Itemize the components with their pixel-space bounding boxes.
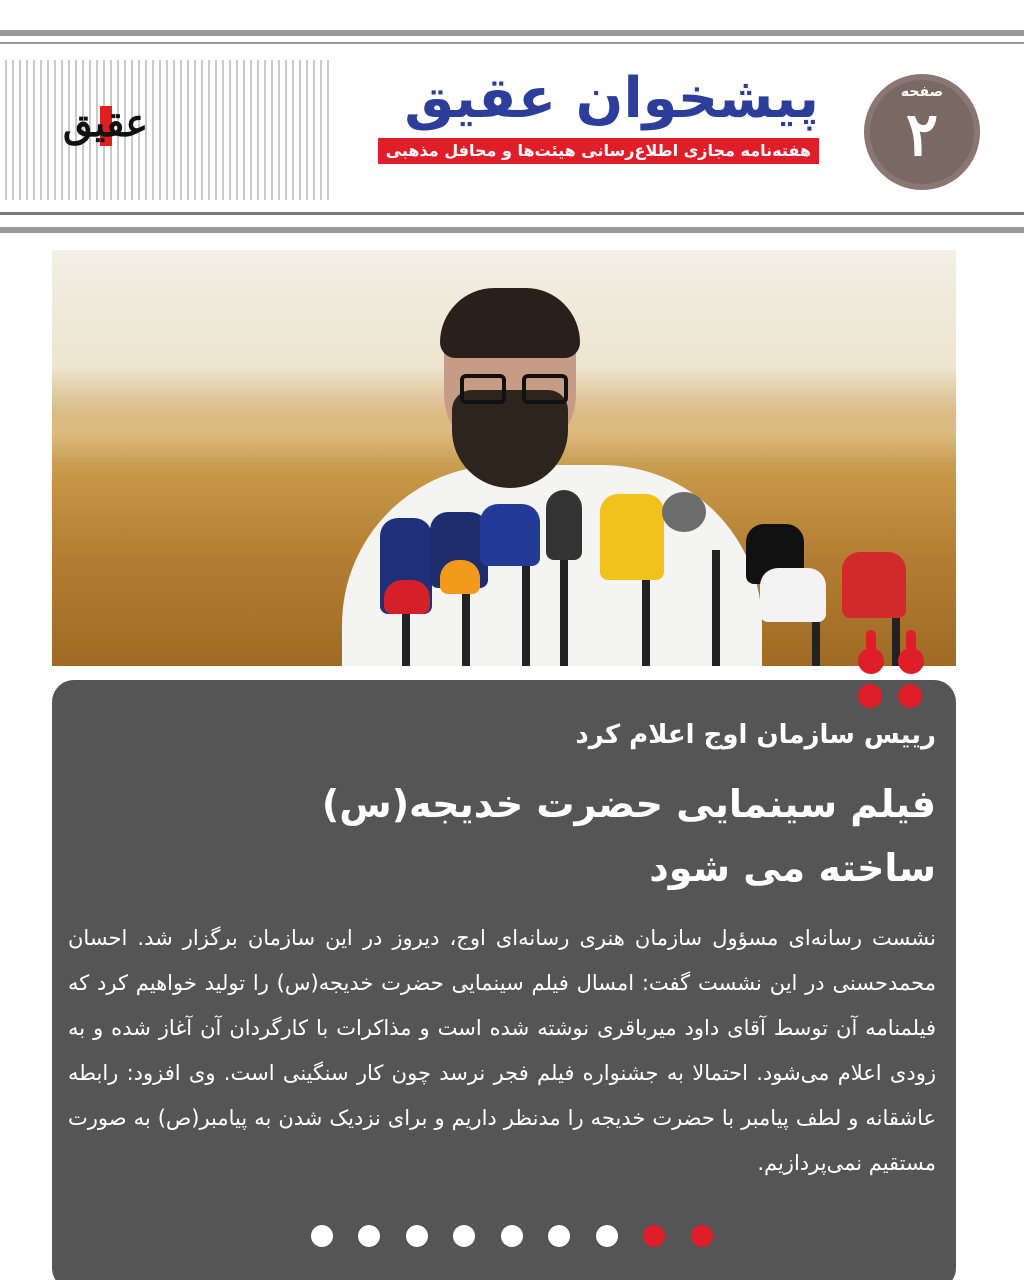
mic-yellow (600, 494, 664, 580)
masthead-subtitle: هفته‌نامه مجازی اطلاع‌رسانی هیئت‌ها و محافل مذهبی (378, 138, 819, 164)
article-card (52, 680, 956, 1280)
carousel-dot[interactable] (311, 1225, 333, 1247)
header-bottom-rule-thick (0, 227, 1024, 233)
mic-stand (712, 550, 720, 666)
carousel-dot[interactable] (548, 1225, 570, 1247)
mic-mehr (760, 568, 826, 622)
page-label: صفحه (900, 84, 944, 100)
carousel-dot[interactable] (501, 1225, 523, 1247)
logo-text: عقیق (62, 100, 148, 145)
carousel-dot-active[interactable] (691, 1225, 713, 1247)
mic-mizan (842, 552, 906, 618)
mic-stand (642, 570, 650, 666)
mic-gray (662, 492, 706, 532)
mic-black (546, 490, 582, 560)
top-rule (0, 30, 1024, 36)
carousel-dot[interactable] (596, 1225, 618, 1247)
article-headline (76, 772, 936, 900)
page-number-badge (860, 70, 984, 194)
mic-alalam-flag (440, 560, 480, 594)
page-header (0, 44, 1024, 212)
speaker-glasses (460, 374, 568, 404)
headline-line-2: ساخته می شود (649, 846, 936, 890)
aqiq-logo (52, 100, 156, 156)
headline-line-1: فیلم سینمایی حضرت خدیجه(س) (321, 782, 936, 826)
quote-icon (854, 630, 934, 720)
decorative-stripes (0, 60, 330, 200)
mic-stand (522, 560, 530, 666)
carousel-dot[interactable] (358, 1225, 380, 1247)
carousel-dots (52, 1225, 956, 1249)
speaker-hair (440, 288, 580, 358)
mic-stand (560, 550, 568, 666)
article-kicker: رییس سازمان اوج اعلام کرد (575, 720, 936, 750)
masthead (349, 64, 819, 164)
press-conference-photo (52, 250, 956, 666)
mic-blue (480, 504, 540, 566)
article-body: نشست رسانه‌ای مسؤول سازمان هنری رسانه‌ای اوج، دیروز در این سازمان برگزار شد. احسان محمدحسنی در این نشست گفت: امسال فیلم سینمایی حضرت خدیجه(س) را تولید خواهیم کرد که فیلمنامه آن توسط آقای داود میرباقری نوشته شده است و مذاکرات با کارگردان آن آغاز شده و به زودی اعلام می‌شود. احتمالا به جشنواره فیلم فجر نرسد چون کار سنگینی است. وی افزود: رابطه عاشقانه و لطف پیامبر با حضرت خدیجه را مدنظر داریم و برای نزدیک شدن به پیامبر(ص) به صورت مستقیم نمی‌پردازیم. (68, 926, 936, 1175)
mic-snn-flag (384, 580, 430, 614)
carousel-dot-active[interactable] (643, 1225, 665, 1247)
carousel-dot[interactable] (406, 1225, 428, 1247)
masthead-title: پیشخوان عقیق (404, 66, 819, 131)
carousel-dot[interactable] (453, 1225, 475, 1247)
header-bottom-rule (0, 212, 1024, 215)
page-number: ۲ (905, 100, 939, 170)
